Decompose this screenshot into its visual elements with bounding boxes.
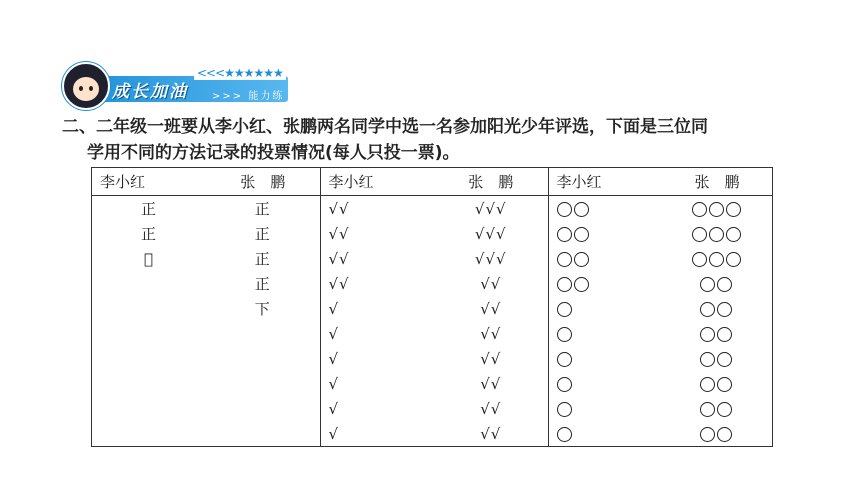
check-li-cell [320, 221, 434, 246]
check-li-cell [320, 396, 434, 421]
tally-li-cell [92, 196, 206, 222]
circle-icon [700, 277, 715, 292]
tally-li-cell [92, 246, 206, 271]
check-zhang-mark: √√ [480, 299, 502, 318]
tally-zhang-cell [206, 196, 320, 222]
tally-li-mark: 正 [140, 225, 157, 243]
tally-li-cell [92, 421, 206, 446]
circle-icon [574, 227, 589, 242]
header-zhang-2: 张 鹏 [434, 168, 548, 196]
check-zhang-cell [434, 371, 548, 396]
check-zhang-mark: √√ [480, 349, 502, 368]
circle-li-cell [548, 396, 662, 421]
circle-zhang-cell [662, 246, 772, 271]
circle-zhang-cell [662, 371, 772, 396]
check-zhang-mark: √√√ [474, 199, 507, 218]
check-li-cell [320, 271, 434, 296]
check-zhang-cell [434, 296, 548, 321]
table-row [92, 271, 772, 296]
circle-li-cell [548, 221, 662, 246]
circle-icon [692, 202, 707, 217]
check-li-mark: √ [328, 424, 340, 443]
circle-icon [717, 377, 732, 392]
circle-icon [574, 277, 589, 292]
circle-icon [557, 302, 572, 317]
check-li-cell [320, 321, 434, 346]
check-li-mark: √√ [328, 224, 350, 243]
circle-icon [717, 402, 732, 417]
circle-icon [700, 402, 715, 417]
check-li-cell [320, 346, 434, 371]
girl-avatar-icon [62, 62, 110, 110]
circle-li-cell [548, 196, 662, 222]
check-li-mark: √ [328, 399, 340, 418]
circle-icon [557, 227, 572, 242]
circle-li-cell [548, 296, 662, 321]
table-row [92, 321, 772, 346]
circle-zhang-cell [662, 396, 772, 421]
tally-li-cell [92, 271, 206, 296]
check-zhang-cell [434, 321, 548, 346]
check-zhang-cell [434, 271, 548, 296]
circle-li-cell [548, 271, 662, 296]
tally-li-cell [92, 396, 206, 421]
table-row [92, 421, 772, 446]
tally-zhang-cell [206, 346, 320, 371]
circle-icon [726, 227, 741, 242]
tally-li-cell [92, 321, 206, 346]
check-zhang-cell [434, 346, 548, 371]
banner-title: 成长加油 [112, 82, 188, 102]
check-zhang-cell [434, 396, 548, 421]
circle-zhang-cell [662, 271, 772, 296]
circle-zhang-cell [662, 346, 772, 371]
banner-subtitle: >>> 能力练 [212, 91, 285, 102]
tally-li-cell [92, 371, 206, 396]
header-zhang-3: 张 鹏 [662, 168, 772, 196]
circle-icon [692, 252, 707, 267]
circle-icon [700, 352, 715, 367]
circle-zhang-cell [662, 296, 772, 321]
tally-zhang-cell [206, 221, 320, 246]
table-row [92, 221, 772, 246]
check-zhang-cell [434, 221, 548, 246]
circle-li-cell [548, 421, 662, 446]
circle-icon [557, 327, 572, 342]
circle-icon [574, 252, 589, 267]
circle-icon [717, 352, 732, 367]
circle-icon [709, 252, 724, 267]
circle-icon [726, 252, 741, 267]
tally-zhang-mark: 正 [254, 275, 271, 293]
circle-icon [700, 327, 715, 342]
circle-icon [717, 302, 732, 317]
circle-zhang-cell [662, 321, 772, 346]
check-li-cell [320, 371, 434, 396]
check-zhang-mark: √√ [480, 274, 502, 293]
tally-zhang-mark: 正 [254, 200, 271, 218]
check-li-cell [320, 296, 434, 321]
table-row [92, 246, 772, 271]
check-li-mark: √ [328, 299, 340, 318]
tally-zhang-mark: 正 [254, 225, 271, 243]
circle-icon [717, 327, 732, 342]
table-row [92, 346, 772, 371]
tally-zhang-mark: 下 [254, 300, 271, 318]
tally-li-mark: 正 [140, 200, 157, 218]
tally-li-cell [92, 346, 206, 371]
question-text [62, 114, 822, 166]
section-banner [62, 62, 290, 108]
circle-icon [709, 202, 724, 217]
check-li-mark: √√ [328, 199, 350, 218]
vote-record-table [92, 168, 772, 446]
circle-icon [717, 277, 732, 292]
check-li-mark: √√ [328, 249, 350, 268]
circle-icon [557, 377, 572, 392]
header-zhang-1: 张 鹏 [206, 168, 320, 196]
circle-zhang-cell [662, 221, 772, 246]
tally-zhang-cell [206, 371, 320, 396]
check-li-cell [320, 421, 434, 446]
check-zhang-cell [434, 246, 548, 271]
circle-icon [709, 227, 724, 242]
question-line-2: 学用不同的方法记录的投票情况(每人只投一票)。 [87, 143, 460, 163]
circle-icon [700, 377, 715, 392]
tally-zhang-cell [206, 271, 320, 296]
tally-li-cell [92, 221, 206, 246]
circle-li-cell [548, 346, 662, 371]
tally-zhang-cell [206, 421, 320, 446]
header-li-1: 李小红 [92, 168, 206, 196]
table-row [92, 296, 772, 321]
circle-icon [692, 227, 707, 242]
circle-icon [557, 277, 572, 292]
tally-zhang-cell [206, 396, 320, 421]
circle-li-cell [548, 371, 662, 396]
check-zhang-mark: √√ [480, 374, 502, 393]
check-li-mark: √ [328, 349, 340, 368]
check-zhang-cell [434, 196, 548, 222]
circle-zhang-cell [662, 196, 772, 222]
banner-stars: <<<★★★★★★ [194, 66, 286, 80]
check-zhang-cell [434, 421, 548, 446]
circle-icon [726, 202, 741, 217]
check-zhang-mark: √√ [480, 424, 502, 443]
header-li-3: 李小红 [548, 168, 662, 196]
check-li-mark: √ [328, 374, 340, 393]
circle-icon [574, 202, 589, 217]
check-li-mark: √ [328, 324, 340, 343]
circle-icon [700, 427, 715, 442]
tally-li-cell [92, 296, 206, 321]
table-header-row [92, 168, 772, 196]
circle-li-cell [548, 321, 662, 346]
circle-icon [557, 252, 572, 267]
circle-icon [717, 427, 732, 442]
circle-li-cell [548, 246, 662, 271]
circle-icon [700, 302, 715, 317]
check-zhang-mark: √√ [480, 399, 502, 418]
table-row [92, 371, 772, 396]
circle-icon [557, 427, 572, 442]
circle-icon [557, 402, 572, 417]
check-zhang-mark: √√ [480, 324, 502, 343]
tally-zhang-cell [206, 296, 320, 321]
tally-li-mark: 𠃎 [143, 249, 154, 268]
table-row [92, 396, 772, 421]
check-li-mark: √√ [328, 274, 350, 293]
question-line-1: 二、二年级一班要从李小红、张鹏两名同学中选一名参加阳光少年评选，下面是三位同 [62, 117, 708, 137]
circle-icon [557, 352, 572, 367]
check-zhang-mark: √√√ [474, 224, 507, 243]
check-li-cell [320, 246, 434, 271]
check-zhang-mark: √√√ [474, 249, 507, 268]
tally-zhang-cell [206, 246, 320, 271]
tally-zhang-cell [206, 321, 320, 346]
table-row [92, 196, 772, 222]
tally-zhang-mark: 正 [254, 250, 271, 268]
check-li-cell [320, 196, 434, 222]
circle-zhang-cell [662, 421, 772, 446]
header-li-2: 李小红 [320, 168, 434, 196]
circle-icon [557, 202, 572, 217]
